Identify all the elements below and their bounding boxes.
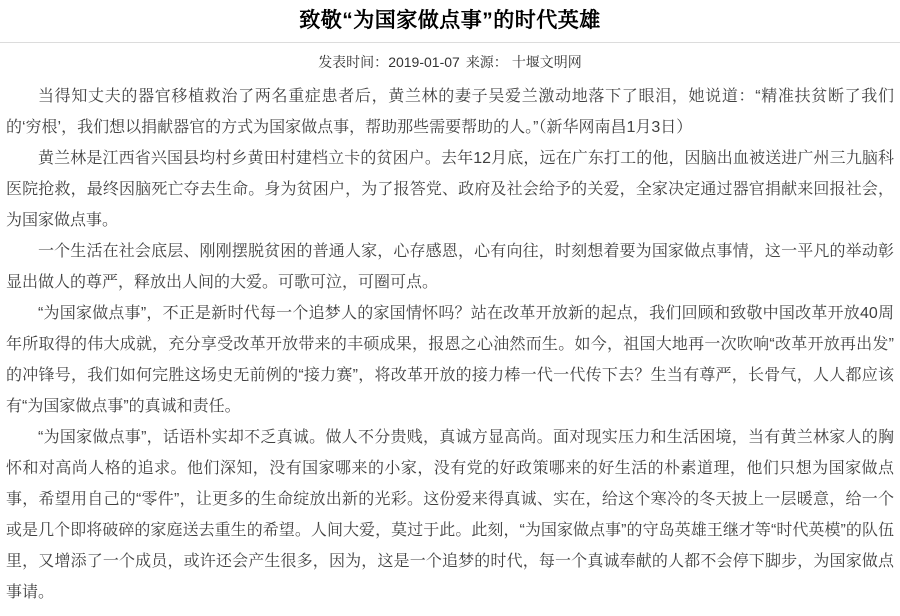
article-paragraph: “为国家做点事”，不正是新时代每一个追梦人的家国情怀吗？站在改革开放新的起点，我们回顾和致敬中国改革开放40周年所取得的伟大成就，充分享受改革开放带来的丰硕成果，报恩之心油然而生。如今，祖国大地再一次吹响“改革开放再出发”的冲锋号，我们如何完胜这场史无前例的“接力赛”，将改革开放的接力棒一代一代传下去？生当有尊严，长骨气，人人都应该有“为国家做点事”的真诚和责任。 — [6, 305, 894, 415]
source-label: 来源： — [465, 54, 508, 70]
article-meta — [0, 43, 900, 72]
article-paragraph: 黄兰林是江西省兴国县均村乡黄田村建档立卡的贫困户。去年12月底，远在广东打工的他，因脑出血被送进广州三九脑科医院抢救，最终因脑死亡夺去生命。身为贫困户，为了报答党、政府及社会给予的关爱，全家决定通过器官捐献来回报社会，为国家做点事。 — [6, 150, 894, 229]
published-date: 2019-01-07 — [388, 54, 460, 70]
article-body — [0, 72, 900, 608]
article-paragraph: 一个生活在社会底层、刚刚摆脱贫困的普通人家，心存感恩，心有向往，时刻想着要为国家做点事情，这一平凡的举动彰显出做人的尊严，释放出人间的大爱。可歌可泣，可圈可点。 — [6, 243, 894, 291]
source-name: 十堰文明网 — [511, 54, 582, 70]
page-title: 致敬“为国家做点事”的时代英雄 — [299, 9, 601, 32]
article-paragraph: “为国家做点事”，话语朴实却不乏真诚。做人不分贵贱，真诚方显高尚。面对现实压力和生活困境，当有黄兰林家人的胸怀和对高尚人格的追求。他们深知，没有国家哪来的小家，没有党的好政策哪来的好生活的朴素道理，他们只想为国家做点事，希望用自己的“零件”，让更多的生命绽放出新的光彩。这份爱来得真诚、实在，给这个寒冷的冬天披上一层暖意，给一个或是几个即将破碎的家庭送去重生的希望。人间大爱，莫过于此。此刻，“为国家做点事”的守岛英雄王继才等“时代英模”的队伍里，又增添了一个成员，或许还会产生很多，因为，这是一个追梦的时代，每一个真诚奉献的人都不会停下脚步，为国家做点事请。 — [6, 429, 894, 601]
published-time-label: 发表时间： — [318, 54, 389, 70]
article-paragraph: 当得知丈夫的器官移植救治了两名重症患者后，黄兰林的妻子吴爱兰激动地落下了眼泪，她说道：“精准扶贫断了我们的‘穷根’，我们想以捐献器官的方式为国家做点事，帮助那些需要帮助的人。”（新华网南昌1月3日） — [6, 88, 894, 136]
